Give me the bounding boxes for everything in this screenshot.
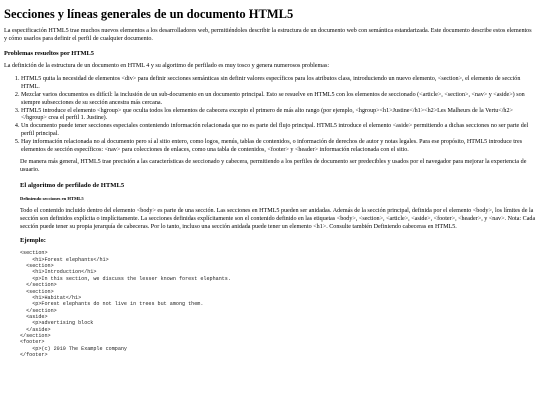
page-title: Secciones y líneas generales de un documento HTML5 [4,7,294,21]
problems-intro: La definición de la estructura de un documento en HTML 4 y su algoritmo de perfilado es muy tosco y genera numerosos problemas: [4,62,330,69]
code-example: <section> <h1>Forest elephants</h1> <section> <h1>Introduction</h1> <p>In this section, we discuss the lesser known forest elephants. </section> <section> <h1>Habitat</h1> <p>Forest elephants do not live in trees but among them. </section> <aside> <p>advertising block </aside> </section> <footer> <p>(c) 2010 The Example company </footer> [20,250,231,359]
algorithm-section [20,159,536,358]
list-item: 3. HTML5 introduce el elemento <hgroup> que oculta todos los elementos de cabecera excepto el primero de más alto rango (por ejemplo, <hgroup><h1>Justine</h1><h2>Les Malheurs de la Vertu</h2></hgroup> crea el perfil 1. Justine). [21,108,536,124]
list-item: 4. Un documento puede tener secciones especiales conteniendo información relacionada que no es parte del flujo principal. HTML5 introduce el elemento <aside> permitiendo a dichas secciones no ser parte del perfil principal. [21,123,536,139]
definition-heading: Definiendo secciones en HTML5 [20,195,84,201]
list-item: 1. HTML5 quita la necesidad de elementos <div> para definir secciones semánticas sin definir valores específicos para los atributos class, introduciendo un nuevo elemento, <section>, el elemento de sección HTML. [21,76,536,92]
problems-heading: Problemas resueltos por HTML5 [4,49,94,57]
intro-paragraph: La especificación HTML5 trae muchos nuevos elementos a los desarrolladores web, permitiéndoles describir la estructura de un documento web con semántica estandarizada. Este documento describe estos elementos y cómo usarlos para definir el perfil de cualquier documento. [4,28,532,42]
problems-list [4,76,536,154]
definition-paragraph: Todo el contenido incluido dentro del elemento <body> es parte de una sección. Las secciones en HTML5 pueden ser anidadas. Además de la sección principal, definida por el elemento <body>, los límites de la sección son definidos explícita o implícitamente. La secciones definidas explícitamente son el contenido definido en las etiquetas <body>, <section>, <article>, <aside>, <footer>, <header>, y <nav>. Nota: Cada sección puede tener su propia jerarquía de cabeceras. Por lo tanto, incluso una sección anidada puede tener un elemento <h1>. Consulte también Definiendo cabeceras en HTML5. [20,207,536,230]
list-item: 2. Mezclar varios documentos es difícil: la inclusión de un sub-documento en un documento principal. Esto se resuelve en HTML5 con los elementos de seccionado (<article>, <section>, <nav> y <aside>) son siempre subsecciones de su sección ancestra más cercana. [21,92,536,108]
summary-paragraph: De manera más general, HTML5 trae precisión a las características de seccionado y cabecera, permitiendo a los perfiles de documento ser predecibles y usados por el navegador para mejorar la experiencia de usuario. [20,159,527,174]
list-item: 5. Hay información relacionada no al documento pero sí al sitio entero, como logos, menús, tablas de contenidos, o información de derechos de autor y notas legales. Para ese propósito, HTML5 introduce tres elementos de sección específicos: <nav> para colecciones de enlaces, como una tabla de contenidos, <footer> y <header> información relacionada con el sitio. [21,139,536,155]
example-heading: Ejemplo: [20,237,47,245]
algorithm-heading: El algoritmo de perfilado de HTML5 [20,181,125,189]
